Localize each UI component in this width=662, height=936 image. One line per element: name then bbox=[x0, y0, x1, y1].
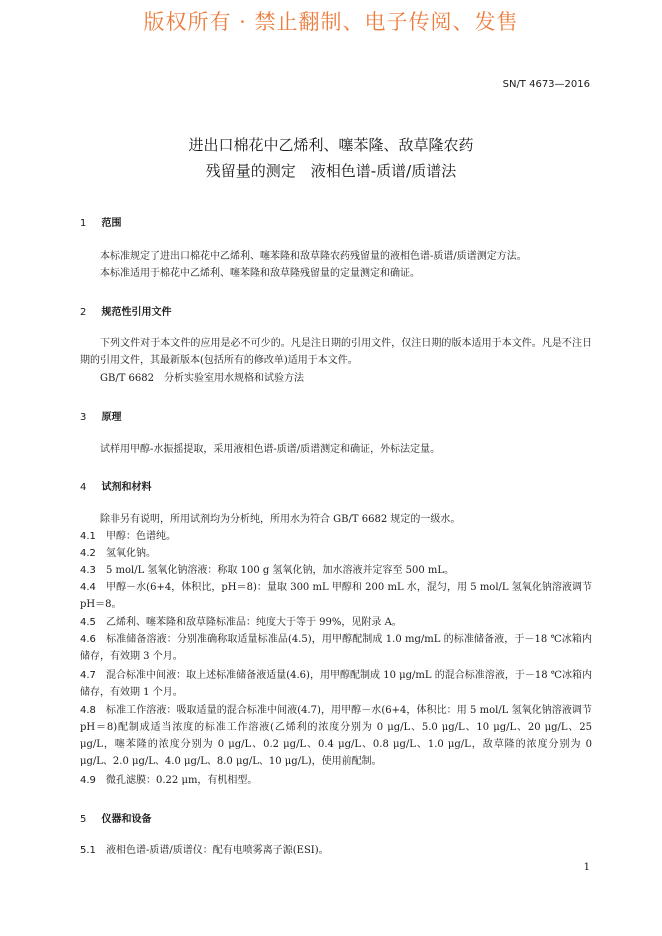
section-2-reference: GB/T 6682 分析实验室用水规格和试验方法 bbox=[100, 373, 305, 384]
item-text: 氢氧化钠。 bbox=[106, 548, 156, 559]
doc-title-line1: 进出口棉花中乙烯利、噻苯隆、敌草隆农药 bbox=[188, 136, 474, 154]
item-text: 甲醇－水(6+4，体积比，pH＝8)：量取 300 mL 甲醇和 200 mL 水，混匀，用 5 mol/L 氢氧化钠溶液调节 pH＝8。 bbox=[80, 582, 592, 610]
list-item bbox=[80, 842, 592, 859]
item-number: 4.6 bbox=[80, 634, 96, 645]
section-number: 5 bbox=[80, 814, 87, 825]
list-item bbox=[80, 614, 592, 631]
list-item bbox=[80, 562, 592, 579]
item-text: 乙烯利、噻苯隆和敌草隆标准品：纯度大于等于 99%，见附录 A。 bbox=[106, 617, 402, 628]
section-3-heading bbox=[80, 408, 121, 423]
item-number: 4.9 bbox=[80, 775, 96, 786]
item-text: 5 mol/L 氢氧化钠溶液：称取 100 g 氢氧化钠，加水溶液并定容至 500 mL。 bbox=[106, 565, 455, 576]
section-2-paragraph-1: 下列文件对于本文件的应用是必不可少的。凡是注日期的引用文件，仅注日期的版本适用于本文件。凡是不注日期的引用文件，其最新版本(包括所有的修改单)适用于本文件。 bbox=[80, 338, 592, 366]
list-item bbox=[80, 667, 592, 701]
list-item bbox=[80, 772, 592, 789]
section-number: 4 bbox=[80, 482, 87, 493]
list-item bbox=[80, 631, 592, 665]
item-number: 5.1 bbox=[80, 845, 96, 856]
item-number: 4.1 bbox=[80, 531, 96, 542]
item-number: 4.3 bbox=[80, 565, 96, 576]
watermark-banner: 版权所有 · 禁止翻制、电子传阅、发售 bbox=[143, 10, 519, 34]
item-number: 4.8 bbox=[80, 705, 96, 716]
item-text: 标准工作溶液：吸取适量的混合标准中间液(4.7)，用甲醇－水(6+4，体积比：用 5 mol/L 氢氧化钠溶液调节 pH＝8)配制成适当浓度的标准工作溶液(乙烯利的浓度分别为 0 μg/L、5.0 μg/L、10 μg/L、20 μg/L、25 μg/L，噻苯隆的浓度分别为 0 μg/L、0.2 μg/L、0.4 μg/L、0.8 μg/L、1.0 μg/L，敌草隆的浓度分别为 0 μg/L、2.0 μg/L、4.0 μg/L、8.0 μg/L、10 μg/L)，使用前配制。 bbox=[80, 705, 592, 767]
item-text: 液相色谱-质谱/质谱仪：配有电喷雾离子源(ESI)。 bbox=[106, 845, 329, 856]
item-text: 微孔滤膜：0.22 μm，有机相型。 bbox=[106, 775, 258, 786]
list-item bbox=[80, 528, 592, 545]
item-text: 混合标准中间液：取上述标准储备液适量(4.6)，用甲醇配制成 10 μg/mL 的混合标准溶液，于－18 ℃冰箱内储存，有效期 1 个月。 bbox=[80, 670, 592, 698]
item-number: 4.7 bbox=[80, 670, 96, 681]
section-1-heading bbox=[80, 214, 121, 229]
section-2-heading bbox=[80, 303, 171, 318]
section-number: 3 bbox=[80, 412, 87, 423]
section-4-heading bbox=[80, 478, 151, 493]
item-text: 甲醇：色谱纯。 bbox=[106, 531, 176, 542]
section-number: 2 bbox=[80, 307, 87, 318]
item-number: 4.4 bbox=[80, 582, 96, 593]
list-item bbox=[80, 579, 592, 613]
item-number: 4.5 bbox=[80, 617, 96, 628]
section-5-heading bbox=[80, 810, 151, 825]
standard-code: SN/T 4673—2016 bbox=[502, 79, 590, 90]
section-1-paragraph-1: 本标准规定了进出口棉花中乙烯利、噻苯隆和敌草隆农药残留量的液相色谱-质谱/质谱测定方法。 bbox=[100, 251, 527, 262]
section-title: 原理 bbox=[101, 412, 122, 423]
section-title: 规范性引用文件 bbox=[101, 307, 172, 318]
item-text: 标准储备溶液：分别准确称取适量标准品(4.5)，用甲醇配制成 1.0 mg/mL 的标准储备液，于－18 ℃冰箱内储存，有效期 3 个月。 bbox=[80, 634, 592, 662]
section-4-intro: 除非另有说明，所用试剂均为分析纯，所用水为符合 GB/T 6682 规定的一级水。 bbox=[100, 514, 461, 525]
section-3-paragraph-1: 试样用甲醇-水振摇提取，采用液相色谱-质谱/质谱测定和确证，外标法定量。 bbox=[100, 444, 441, 455]
section-title: 仪器和设备 bbox=[101, 814, 152, 825]
section-1-paragraph-2: 本标准适用于棉花中乙烯利、噻苯隆和敌草隆残留量的定量测定和确证。 bbox=[100, 268, 420, 279]
section-number: 1 bbox=[80, 218, 87, 229]
section-title: 范围 bbox=[101, 218, 122, 229]
list-item bbox=[80, 545, 592, 562]
list-item bbox=[80, 702, 592, 770]
section-title: 试剂和材料 bbox=[101, 482, 152, 493]
item-number: 4.2 bbox=[80, 548, 96, 559]
doc-title-line2: 残留量的测定 液相色谱-质谱/质谱法 bbox=[205, 162, 457, 180]
page-number: 1 bbox=[583, 862, 590, 873]
